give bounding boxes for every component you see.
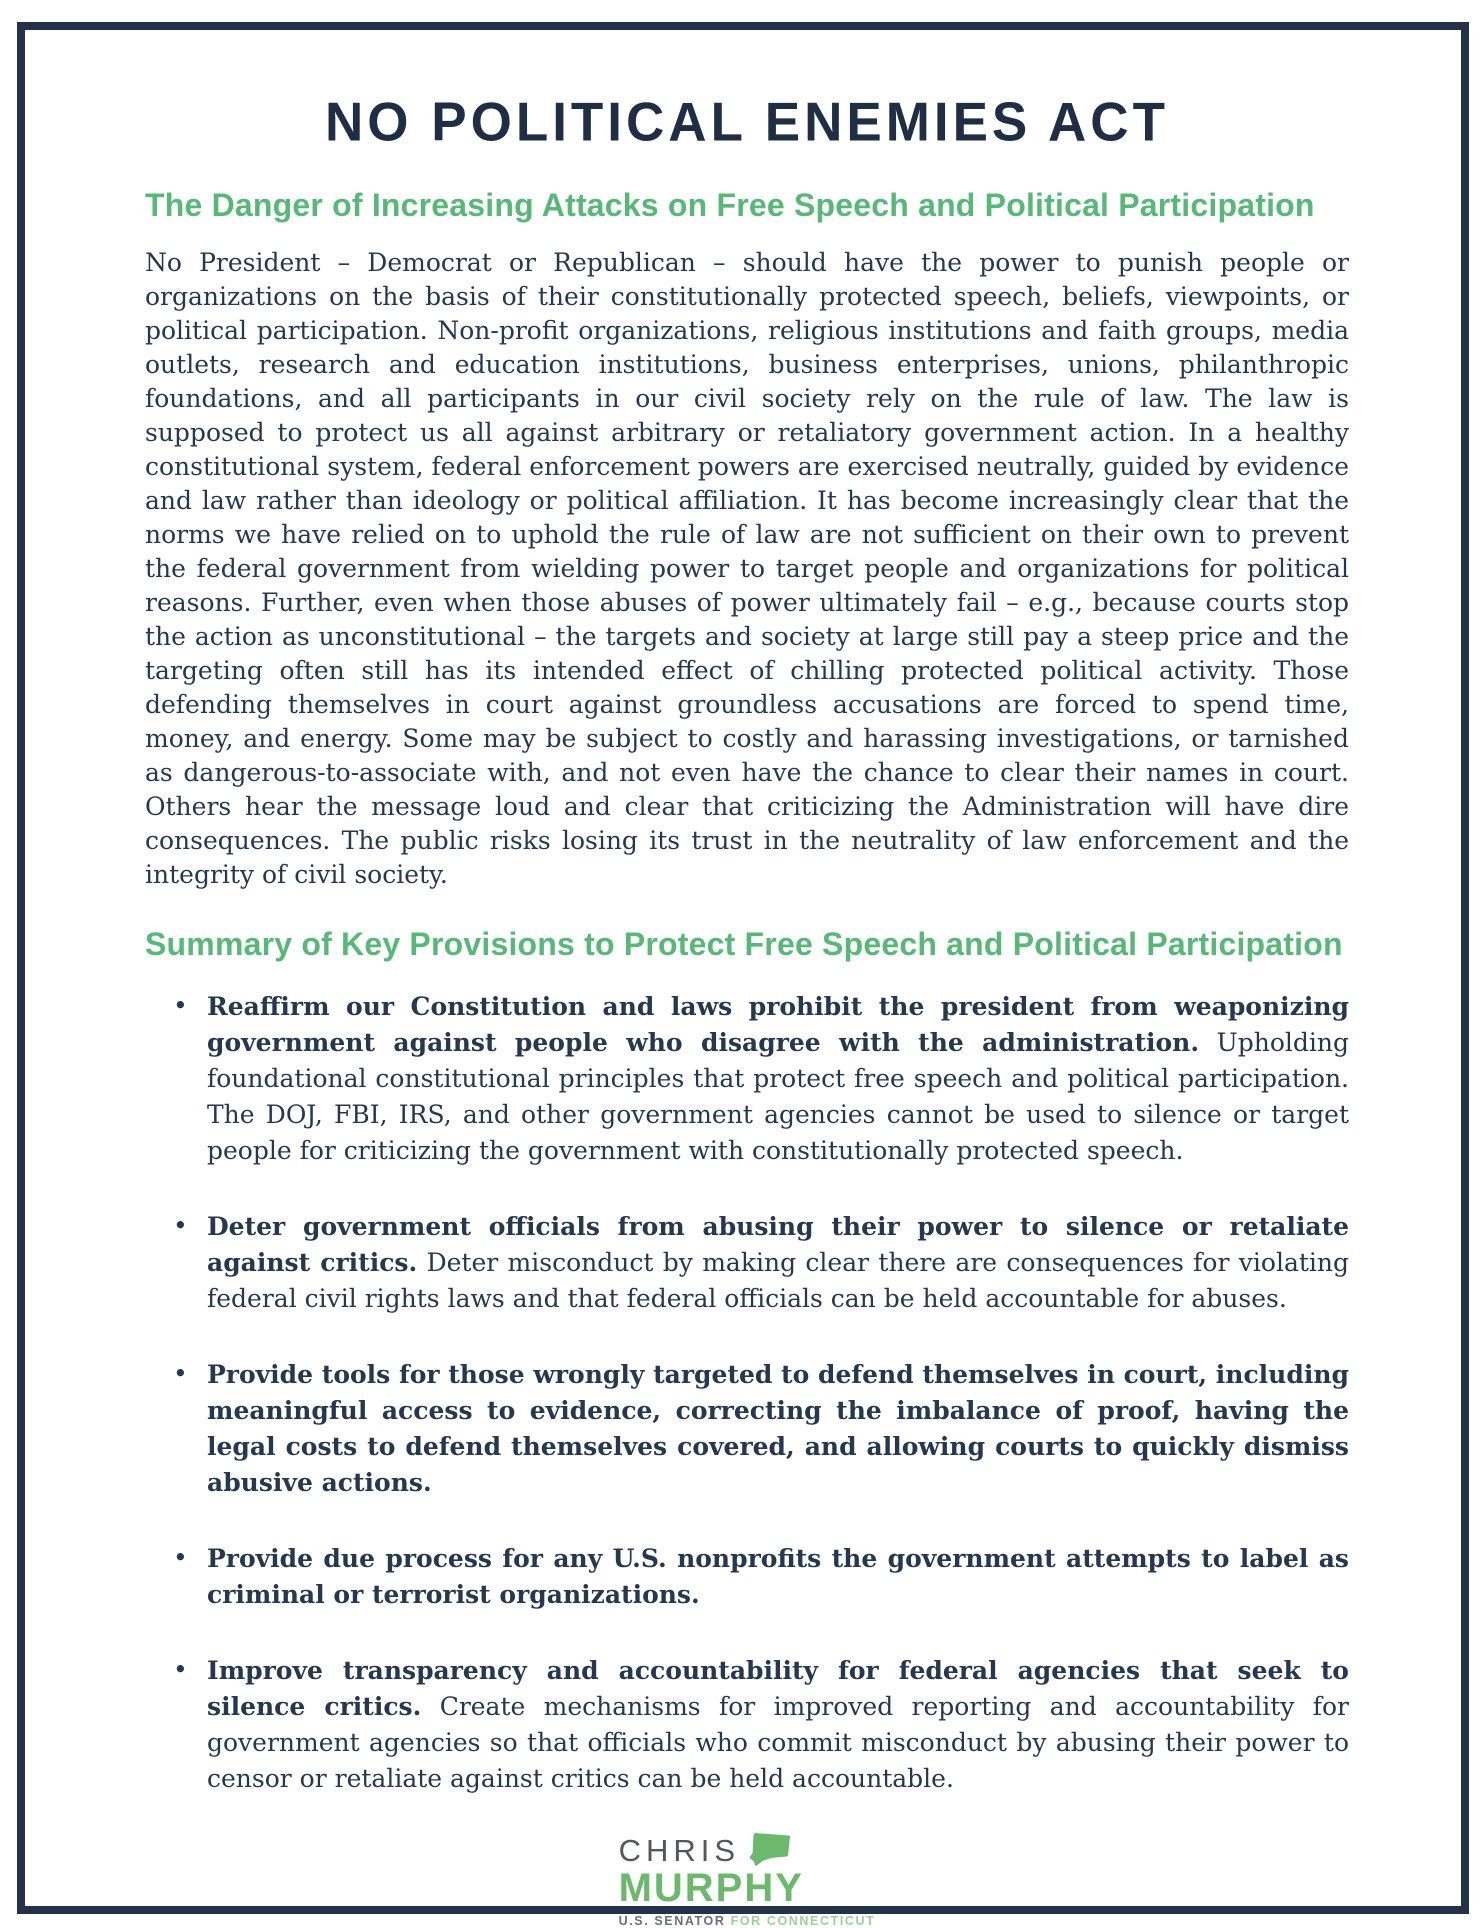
bullet-regular-text: Create mechanisms for improved reporting and accountability for government agencies so that officials who commit misconduct by abusing their power to censor or retaliate against critics can be held accountable. [207, 1692, 1350, 1793]
bullet-bold-text: Improve transparency and accountability for federal agencies that seek to silence critics. [207, 1656, 1349, 1721]
page-title: NO POLITICAL ENEMIES ACT [325, 91, 1169, 154]
bullet-bold-text: Reaffirm our Constitution and laws prohibit the president from weaponizing government against people who disagree with the administration. [207, 992, 1349, 1057]
danger-paragraph: No President – Democrat or Republican – should have the power to punish people or organizations on the basis of their constitutionally protected speech, beliefs, viewpoints, or political participation. Non-profit organizations, religious institutions and faith groups, media outlets, research and education institutions, business enterprises, unions, philanthropic foundations, and all participants in our civil society rely on the rule of law. The law is supposed to protect us all against arbitrary or retaliatory government action. In a healthy constitutional system, federal enforcement powers are exercised neutrally, guided by evidence and law rather than ideology or political affiliation. It has become increasingly clear that the norms we have relied on to uphold the rule of law are not sufficient on their own to prevent the federal government from wielding power to target people and organizations for political reasons. Further, even when those abuses of power ultimately fail – e.g., because courts stop the action as unconstitutional – the targets and society at large still pay a steep price and the targeting often still has its intended effect of chilling protected political activity. Those defending themselves in court against groundless accusations are forced to spend time, money, and energy. Some may be subject to costly and harassing investigations, or tarnished as dangerous-to-associate with, and not even have the chance to clear their names in court. Others hear the message loud and clear that criticizing the Administration will have dire consequences. The public risks losing its trust in the neutrality of law enforcement and the integrity of civil society. [145, 248, 1349, 889]
list-item-deter [207, 1209, 1349, 1317]
logo-last-name: MURPHY [618, 1866, 804, 1910]
logo-first-name: CHRIS [618, 1833, 741, 1868]
connecticut-state-icon [748, 1831, 792, 1867]
chris-murphy-logo [619, 1831, 876, 1928]
section-heading-summary: Summary of Key Provisions to Protect Free Speech and Political Participation [145, 926, 1343, 962]
logo-tagline [619, 1915, 876, 1928]
logo-top-row [619, 1831, 876, 1867]
bullet-bold-text: Provide tools for those wrongly targeted to defend themselves in court, including meaningful access to evidence, correcting the imbalance of proof, having the legal costs to defend themselves covered, and allowing courts to quickly dismiss abusive actions. [207, 1360, 1349, 1497]
list-item-due-process [207, 1541, 1349, 1613]
bullet-regular-text: Deter misconduct by making clear there are consequences for violating federal civil rights laws and that federal officials can be held accountable for abuses. [207, 1248, 1349, 1313]
bullet-regular-text: Upholding foundational constitutional principles that protect free speech and political participation. The DOJ, FBI, IRS, and other government agencies cannot be used to silence or target people for criticizing the government with constitutionally protected speech. [207, 1028, 1349, 1165]
bullet-bold-text: Deter government officials from abusing their power to silence or retaliate against critics. [207, 1212, 1349, 1277]
logo-tagline-state: FOR CONNECTICUT [730, 1914, 876, 1928]
document-page [17, 22, 1469, 1928]
list-item-provide-tools [207, 1357, 1349, 1501]
logo-tagline-office: U.S. SENATOR [618, 1914, 726, 1928]
list-item-reaffirm [207, 989, 1349, 1169]
section-heading-danger: The Danger of Increasing Attacks on Free Speech and Political Participation [145, 187, 1315, 223]
provisions-list [145, 989, 1349, 1797]
bullet-bold-text: Provide due process for any U.S. nonprofits the government attempts to label as criminal or terrorist organizations. [207, 1544, 1349, 1609]
list-item-transparency [207, 1653, 1349, 1797]
